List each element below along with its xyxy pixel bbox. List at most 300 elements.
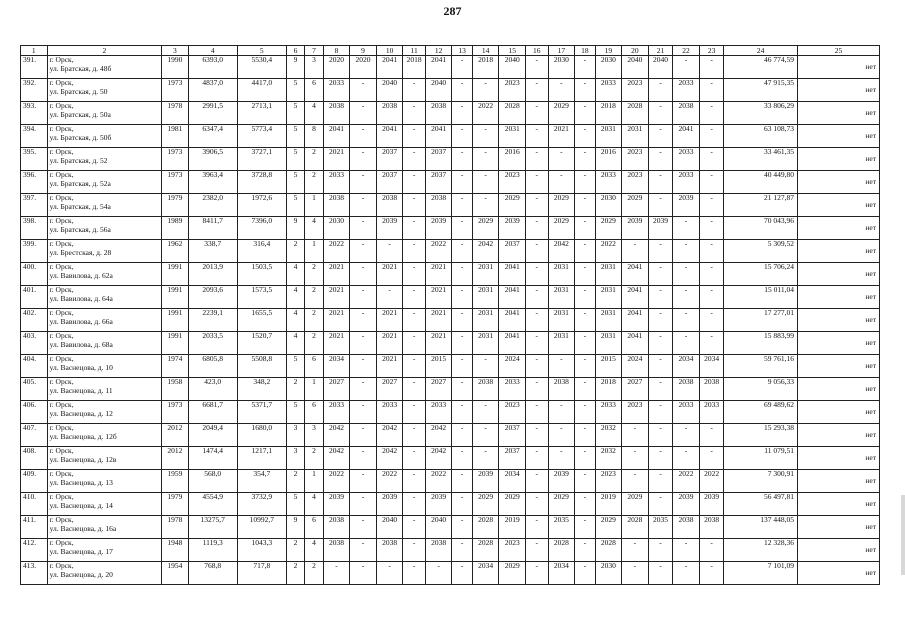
value-cell: 2041 bbox=[376, 56, 403, 79]
value-cell: 1991 bbox=[162, 332, 189, 355]
value-cell: 1991 bbox=[162, 286, 189, 309]
value-cell: 2034 bbox=[472, 562, 499, 585]
value-cell: - bbox=[673, 217, 700, 240]
value-cell: - bbox=[622, 240, 649, 263]
value-cell: - bbox=[575, 148, 595, 171]
value-cell: - bbox=[403, 102, 425, 125]
value-cell: 1979 bbox=[162, 493, 189, 516]
value-cell: 2038 bbox=[673, 102, 700, 125]
value-cell: - bbox=[673, 309, 700, 332]
value-cell: 2033 bbox=[323, 401, 350, 424]
value-cell: - bbox=[575, 516, 595, 539]
value-cell: - bbox=[403, 194, 425, 217]
value-cell: 2034 bbox=[323, 355, 350, 378]
column-number-cell: 4 bbox=[188, 46, 237, 56]
value-cell: - bbox=[403, 217, 425, 240]
value-cell: 8411,7 bbox=[188, 217, 237, 240]
address-city: г. Орск, bbox=[49, 515, 74, 524]
value-cell: 2029 bbox=[472, 217, 499, 240]
value-cell: 2021 bbox=[425, 332, 452, 355]
address-street: ул. Васнецова, д. 12 bbox=[49, 408, 113, 418]
value-cell: - bbox=[648, 309, 673, 332]
value-cell: 2018 bbox=[595, 378, 622, 401]
value-cell: 2031 bbox=[472, 309, 499, 332]
value-cell: 2021 bbox=[376, 355, 403, 378]
row-number-cell: 412. bbox=[21, 539, 48, 562]
value-cell: 8 bbox=[305, 125, 323, 148]
value-cell: 2041 bbox=[499, 286, 526, 309]
value-cell: 2031 bbox=[548, 263, 575, 286]
value-cell: - bbox=[526, 286, 548, 309]
cost-cell: 33 461,35 bbox=[724, 148, 798, 171]
value-cell: 2029 bbox=[548, 102, 575, 125]
value-cell: 2021 bbox=[323, 309, 350, 332]
value-cell: - bbox=[575, 217, 595, 240]
value-cell: 13275,7 bbox=[188, 516, 237, 539]
column-number-row bbox=[21, 46, 880, 56]
value-cell: 2038 bbox=[699, 516, 724, 539]
value-cell: - bbox=[403, 355, 425, 378]
value-cell: 2029 bbox=[499, 562, 526, 585]
value-cell: 2022 bbox=[425, 240, 452, 263]
value-cell: - bbox=[472, 148, 499, 171]
column-number-cell: 15 bbox=[499, 46, 526, 56]
note-cell: нет bbox=[797, 539, 879, 562]
value-cell: 2 bbox=[286, 240, 304, 263]
value-cell: - bbox=[699, 125, 724, 148]
value-cell: 2041 bbox=[425, 125, 452, 148]
value-cell: 2039 bbox=[622, 217, 649, 240]
address-street: ул. Васнецова, д. 17 bbox=[49, 546, 113, 556]
value-cell: - bbox=[350, 148, 377, 171]
address-cell bbox=[47, 148, 162, 171]
value-cell: - bbox=[699, 240, 724, 263]
value-cell: 2024 bbox=[622, 355, 649, 378]
value-cell: - bbox=[403, 401, 425, 424]
address-street: ул. Братская, д. 50б bbox=[49, 132, 112, 142]
value-cell: - bbox=[575, 378, 595, 401]
value-cell: - bbox=[699, 447, 724, 470]
address-city: г. Орск, bbox=[49, 492, 74, 501]
value-cell: - bbox=[472, 171, 499, 194]
value-cell: 2 bbox=[305, 148, 323, 171]
value-cell: - bbox=[472, 424, 499, 447]
value-cell: 2041 bbox=[499, 263, 526, 286]
address-street: ул. Васнецова, д. 10 bbox=[49, 362, 113, 372]
address-cell bbox=[47, 171, 162, 194]
value-cell: - bbox=[648, 355, 673, 378]
value-cell: - bbox=[526, 194, 548, 217]
value-cell: 2021 bbox=[323, 332, 350, 355]
value-cell: 2038 bbox=[548, 378, 575, 401]
value-cell: - bbox=[699, 148, 724, 171]
value-cell: 2018 bbox=[472, 56, 499, 79]
value-cell: 3 bbox=[305, 56, 323, 79]
value-cell: 2023 bbox=[499, 79, 526, 102]
table-row bbox=[21, 332, 880, 355]
column-number-cell: 17 bbox=[548, 46, 575, 56]
value-cell: - bbox=[526, 355, 548, 378]
value-cell: 2022 bbox=[699, 470, 724, 493]
value-cell: 2022 bbox=[425, 470, 452, 493]
address-city: г. Орск, bbox=[49, 285, 74, 294]
value-cell: 2040 bbox=[376, 79, 403, 102]
value-cell: - bbox=[452, 332, 472, 355]
value-cell: 316,4 bbox=[237, 240, 286, 263]
address-city: г. Орск, bbox=[49, 124, 74, 133]
value-cell: - bbox=[526, 332, 548, 355]
cost-cell: 17 277,01 bbox=[724, 309, 798, 332]
address-city: г. Орск, bbox=[49, 239, 74, 248]
value-cell: 2713,1 bbox=[237, 102, 286, 125]
value-cell: 2031 bbox=[472, 286, 499, 309]
value-cell: 4 bbox=[305, 102, 323, 125]
value-cell: 1954 bbox=[162, 562, 189, 585]
table-row bbox=[21, 102, 880, 125]
value-cell: 2021 bbox=[425, 263, 452, 286]
value-cell: - bbox=[403, 493, 425, 516]
address-street: ул. Братская, д. 52а bbox=[49, 178, 111, 188]
value-cell: 2031 bbox=[499, 125, 526, 148]
row-number-cell: 396. bbox=[21, 171, 48, 194]
value-cell: 2029 bbox=[548, 493, 575, 516]
value-cell: 2015 bbox=[425, 355, 452, 378]
address-street: ул. Братская, д. 54а bbox=[49, 201, 111, 211]
value-cell: 4 bbox=[305, 493, 323, 516]
value-cell: 568,0 bbox=[188, 470, 237, 493]
note-cell: нет bbox=[797, 56, 879, 79]
address-cell bbox=[47, 194, 162, 217]
value-cell: - bbox=[376, 562, 403, 585]
value-cell: 1973 bbox=[162, 148, 189, 171]
cost-cell: 11 079,51 bbox=[724, 447, 798, 470]
value-cell: 2033 bbox=[595, 79, 622, 102]
value-cell: - bbox=[403, 79, 425, 102]
address-city: г. Орск, bbox=[49, 400, 74, 409]
housing-table-wrap bbox=[20, 45, 880, 585]
value-cell: 2029 bbox=[595, 217, 622, 240]
column-number-cell: 25 bbox=[797, 46, 879, 56]
value-cell: 2028 bbox=[499, 102, 526, 125]
value-cell: - bbox=[452, 286, 472, 309]
address-city: г. Орск, bbox=[49, 170, 74, 179]
row-number-cell: 409. bbox=[21, 470, 48, 493]
value-cell: 2039 bbox=[472, 470, 499, 493]
value-cell: - bbox=[350, 263, 377, 286]
value-cell: 2022 bbox=[376, 470, 403, 493]
value-cell: 348,2 bbox=[237, 378, 286, 401]
value-cell: - bbox=[526, 539, 548, 562]
value-cell: 2020 bbox=[350, 56, 377, 79]
value-cell: 5 bbox=[286, 148, 304, 171]
value-cell: - bbox=[575, 286, 595, 309]
address-cell bbox=[47, 447, 162, 470]
address-city: г. Орск, bbox=[49, 446, 74, 455]
address-street: ул. Вавилова, д. 68а bbox=[49, 339, 113, 349]
address-city: г. Орск, bbox=[49, 262, 74, 271]
row-number-cell: 399. bbox=[21, 240, 48, 263]
value-cell: - bbox=[648, 240, 673, 263]
value-cell: 2027 bbox=[425, 378, 452, 401]
value-cell: 768,8 bbox=[188, 562, 237, 585]
value-cell: 2039 bbox=[548, 470, 575, 493]
value-cell: 2041 bbox=[622, 263, 649, 286]
row-number-cell: 407. bbox=[21, 424, 48, 447]
row-number-cell: 398. bbox=[21, 217, 48, 240]
note-cell: нет bbox=[797, 171, 879, 194]
value-cell: - bbox=[575, 493, 595, 516]
value-cell: - bbox=[648, 148, 673, 171]
value-cell: 1 bbox=[305, 470, 323, 493]
value-cell: - bbox=[648, 286, 673, 309]
value-cell: 2019 bbox=[499, 516, 526, 539]
value-cell: 4 bbox=[286, 309, 304, 332]
address-cell bbox=[47, 263, 162, 286]
address-cell bbox=[47, 125, 162, 148]
value-cell: 1119,3 bbox=[188, 539, 237, 562]
value-cell: 1573,5 bbox=[237, 286, 286, 309]
value-cell: 2038 bbox=[673, 378, 700, 401]
value-cell: - bbox=[575, 125, 595, 148]
value-cell: - bbox=[699, 171, 724, 194]
value-cell: 2038 bbox=[425, 102, 452, 125]
value-cell: - bbox=[648, 539, 673, 562]
address-city: г. Орск, bbox=[49, 469, 74, 478]
value-cell: 1520,7 bbox=[237, 332, 286, 355]
value-cell: 2038 bbox=[376, 194, 403, 217]
value-cell: 1991 bbox=[162, 309, 189, 332]
address-cell bbox=[47, 217, 162, 240]
value-cell: 2039 bbox=[376, 217, 403, 240]
value-cell: - bbox=[648, 125, 673, 148]
value-cell: 2041 bbox=[673, 125, 700, 148]
value-cell: 2024 bbox=[499, 355, 526, 378]
value-cell: - bbox=[673, 240, 700, 263]
value-cell: 2038 bbox=[376, 102, 403, 125]
note-cell: нет bbox=[797, 470, 879, 493]
value-cell: 1978 bbox=[162, 516, 189, 539]
value-cell: 2039 bbox=[499, 217, 526, 240]
address-cell bbox=[47, 470, 162, 493]
cost-cell: 7 101,09 bbox=[724, 562, 798, 585]
cost-cell: 9 056,33 bbox=[724, 378, 798, 401]
value-cell: - bbox=[350, 447, 377, 470]
table-row bbox=[21, 378, 880, 401]
address-city: г. Орск, bbox=[49, 561, 74, 570]
value-cell: 1655,5 bbox=[237, 309, 286, 332]
value-cell: 2028 bbox=[622, 102, 649, 125]
address-city: г. Орск, bbox=[49, 308, 74, 317]
value-cell: 1979 bbox=[162, 194, 189, 217]
column-number-cell: 24 bbox=[724, 46, 798, 56]
address-cell bbox=[47, 309, 162, 332]
value-cell: 2022 bbox=[673, 470, 700, 493]
value-cell: 2034 bbox=[699, 355, 724, 378]
value-cell: 2034 bbox=[499, 470, 526, 493]
value-cell: 1989 bbox=[162, 217, 189, 240]
column-number-cell: 1 bbox=[21, 46, 48, 56]
note-cell: нет bbox=[797, 263, 879, 286]
cost-cell: 15 883,99 bbox=[724, 332, 798, 355]
value-cell: 2023 bbox=[622, 79, 649, 102]
value-cell: - bbox=[648, 79, 673, 102]
value-cell: - bbox=[452, 171, 472, 194]
note-cell: нет bbox=[797, 125, 879, 148]
value-cell: - bbox=[452, 79, 472, 102]
value-cell: - bbox=[526, 217, 548, 240]
address-street: ул. Васнецова, д. 12в bbox=[49, 454, 117, 464]
value-cell: 2013,9 bbox=[188, 263, 237, 286]
cost-cell: 59 761,16 bbox=[724, 355, 798, 378]
address-city: г. Орск, bbox=[49, 78, 74, 87]
address-cell bbox=[47, 56, 162, 79]
value-cell: 2039 bbox=[673, 194, 700, 217]
value-cell: 2027 bbox=[376, 378, 403, 401]
value-cell: 2029 bbox=[548, 217, 575, 240]
value-cell: 5371,7 bbox=[237, 401, 286, 424]
value-cell: 2039 bbox=[673, 493, 700, 516]
value-cell: 2029 bbox=[548, 194, 575, 217]
value-cell: 2012 bbox=[162, 424, 189, 447]
value-cell: 2028 bbox=[622, 516, 649, 539]
value-cell: - bbox=[452, 56, 472, 79]
value-cell: 2037 bbox=[376, 171, 403, 194]
value-cell: - bbox=[699, 286, 724, 309]
value-cell: - bbox=[452, 539, 472, 562]
value-cell: 2033 bbox=[323, 79, 350, 102]
value-cell: 4 bbox=[305, 217, 323, 240]
table-row bbox=[21, 171, 880, 194]
note-cell: нет bbox=[797, 194, 879, 217]
value-cell: - bbox=[452, 240, 472, 263]
column-number-cell: 22 bbox=[673, 46, 700, 56]
value-cell: 3906,5 bbox=[188, 148, 237, 171]
value-cell: 1 bbox=[305, 240, 323, 263]
column-number-cell: 18 bbox=[575, 46, 595, 56]
value-cell: 2038 bbox=[323, 102, 350, 125]
value-cell: 1217,1 bbox=[237, 447, 286, 470]
column-number-cell: 21 bbox=[648, 46, 673, 56]
value-cell: - bbox=[452, 263, 472, 286]
value-cell: - bbox=[526, 493, 548, 516]
note-cell: нет bbox=[797, 102, 879, 125]
value-cell: - bbox=[622, 470, 649, 493]
value-cell: 354,7 bbox=[237, 470, 286, 493]
value-cell: - bbox=[452, 378, 472, 401]
value-cell: 2033 bbox=[595, 171, 622, 194]
column-number-cell: 23 bbox=[699, 46, 724, 56]
row-number-cell: 408. bbox=[21, 447, 48, 470]
value-cell: - bbox=[526, 309, 548, 332]
value-cell: 2038 bbox=[425, 194, 452, 217]
value-cell: - bbox=[575, 309, 595, 332]
value-cell: 2033 bbox=[673, 79, 700, 102]
value-cell: 1972,6 bbox=[237, 194, 286, 217]
value-cell: 2030 bbox=[595, 562, 622, 585]
value-cell: 2033 bbox=[595, 401, 622, 424]
value-cell: 1991 bbox=[162, 263, 189, 286]
value-cell: - bbox=[403, 240, 425, 263]
table-row bbox=[21, 240, 880, 263]
address-cell bbox=[47, 79, 162, 102]
value-cell: - bbox=[575, 562, 595, 585]
value-cell: - bbox=[648, 447, 673, 470]
address-city: г. Орск, bbox=[49, 331, 74, 340]
value-cell: 2030 bbox=[595, 56, 622, 79]
value-cell: 2031 bbox=[548, 309, 575, 332]
value-cell: 2012 bbox=[162, 447, 189, 470]
value-cell: 2038 bbox=[425, 539, 452, 562]
value-cell: 2042 bbox=[323, 447, 350, 470]
value-cell: - bbox=[403, 171, 425, 194]
value-cell: - bbox=[425, 562, 452, 585]
value-cell: 2038 bbox=[699, 378, 724, 401]
note-cell: нет bbox=[797, 286, 879, 309]
value-cell: 2039 bbox=[425, 217, 452, 240]
cost-cell: 47 915,35 bbox=[724, 79, 798, 102]
value-cell: - bbox=[575, 470, 595, 493]
note-cell: нет bbox=[797, 148, 879, 171]
value-cell: - bbox=[403, 286, 425, 309]
table-row bbox=[21, 562, 880, 585]
value-cell: 2041 bbox=[499, 332, 526, 355]
value-cell: - bbox=[403, 424, 425, 447]
value-cell: 2029 bbox=[622, 493, 649, 516]
value-cell: - bbox=[526, 447, 548, 470]
value-cell: - bbox=[622, 539, 649, 562]
value-cell: - bbox=[452, 470, 472, 493]
value-cell: - bbox=[350, 79, 377, 102]
value-cell: 2028 bbox=[548, 539, 575, 562]
value-cell: 2020 bbox=[323, 56, 350, 79]
value-cell: 2018 bbox=[595, 102, 622, 125]
cost-cell: 46 774,59 bbox=[724, 56, 798, 79]
value-cell: 6681,7 bbox=[188, 401, 237, 424]
value-cell: 2 bbox=[305, 562, 323, 585]
value-cell: - bbox=[648, 401, 673, 424]
value-cell: 2039 bbox=[425, 493, 452, 516]
address-cell bbox=[47, 102, 162, 125]
value-cell: 2 bbox=[305, 309, 323, 332]
value-cell: - bbox=[403, 332, 425, 355]
row-number-cell: 397. bbox=[21, 194, 48, 217]
value-cell: - bbox=[350, 102, 377, 125]
address-cell bbox=[47, 516, 162, 539]
value-cell: 2023 bbox=[622, 401, 649, 424]
address-city: г. Орск, bbox=[49, 55, 74, 64]
value-cell: 2 bbox=[305, 447, 323, 470]
value-cell: 6347,4 bbox=[188, 125, 237, 148]
value-cell: 5 bbox=[286, 79, 304, 102]
row-number-cell: 403. bbox=[21, 332, 48, 355]
cost-cell: 33 806,29 bbox=[724, 102, 798, 125]
column-number-cell: 11 bbox=[403, 46, 425, 56]
value-cell: 2030 bbox=[323, 217, 350, 240]
value-cell: 2037 bbox=[425, 148, 452, 171]
value-cell: 2033 bbox=[673, 171, 700, 194]
note-cell: нет bbox=[797, 240, 879, 263]
value-cell: 2033 bbox=[425, 401, 452, 424]
value-cell: 4417,0 bbox=[237, 79, 286, 102]
address-street: ул. Васнецова, д. 16а bbox=[49, 523, 117, 533]
address-street: ул. Васнецова, д. 14 bbox=[49, 500, 113, 510]
value-cell: 1974 bbox=[162, 355, 189, 378]
value-cell: 338,7 bbox=[188, 240, 237, 263]
value-cell: - bbox=[350, 217, 377, 240]
value-cell: - bbox=[648, 171, 673, 194]
value-cell: - bbox=[548, 79, 575, 102]
row-number-cell: 411. bbox=[21, 516, 48, 539]
